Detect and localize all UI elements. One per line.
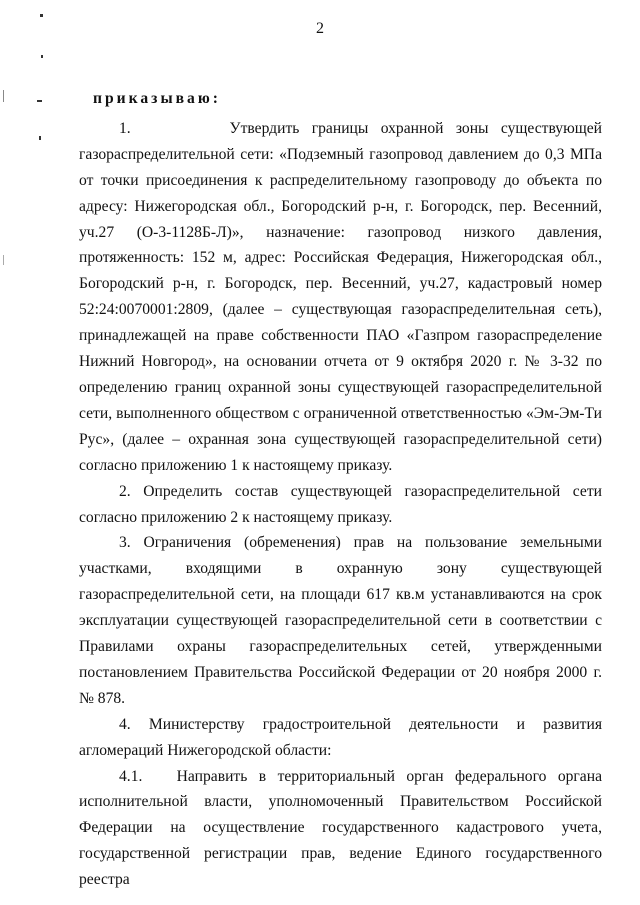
order-heading: приказываю: <box>93 90 221 107</box>
scan-mark <box>40 14 43 17</box>
document-body <box>79 86 602 893</box>
scan-mark <box>41 55 43 58</box>
page-number: 2 <box>316 20 324 37</box>
scan-mark <box>3 90 4 102</box>
paragraph-1: 1. Утвердить границы охранной зоны существующей газораспределительной сети: «Подземный газопровод давлением до 0,3 МПа от точки присоединения к распределительному газопроводу до объекта по адресу: Нижегородская обл., Богородский р-н, г. Богородск, пер. Весенний, уч.27 (О-3-1128Б-Л)», назначение: газопровод низкого давления, протяженность: 152 м, адрес: Российская Федерация, Нижегородская обл., Богородский р-н, г. Богородск, пер. Весенний, уч.27, кадастровый номер 52:24:0070001:2809, (далее – существующая газораспределительная сеть), принадлежащей на праве собственности ПАО «Газпром газораспределение Нижний Новгород», на основании отчета от 9 октября 2020 г. № 3-32 по определению границ охранной зоны существующей газораспределительной сети, выполненного обществом с ограниченной ответственностью «Эм-Эм-Ти Рус», (далее – охранная зона существующей газораспределительной сети) согласно приложению 1 к настоящему приказу. <box>79 119 602 474</box>
paragraph-2: 2. Определить состав существующей газораспределительной сети согласно приложению 2 к настоящему приказу. <box>79 482 602 526</box>
paragraph-4: 4. Министерству градостроительной деятельности и развития агломераций Нижегородской области: <box>79 715 602 759</box>
scan-mark <box>37 100 42 102</box>
paragraph-3: 3. Ограничения (обременения) прав на пользование земельными участками, входящими в охранную зону существующей газораспределительной сети, на площади 617 кв.м устанавливаются на срок эксплуатации существующей газораспределительной сети в соответствии с Правилами охраны газораспределительных сетей, утвержденными постановлением Правительства Российской Федерации от 20 ноября 2000 г. № 878. <box>79 534 602 707</box>
scan-mark <box>39 136 41 140</box>
scan-mark <box>3 255 4 265</box>
paragraph-4-1: 4.1. Направить в территориальный орган федерального органа исполнительной власти, уполномоченный Правительством Российской Федерации на осуществление государственного кадастрового учета, государственной регистрации прав, ведение Единого государственного реестра <box>79 767 602 889</box>
